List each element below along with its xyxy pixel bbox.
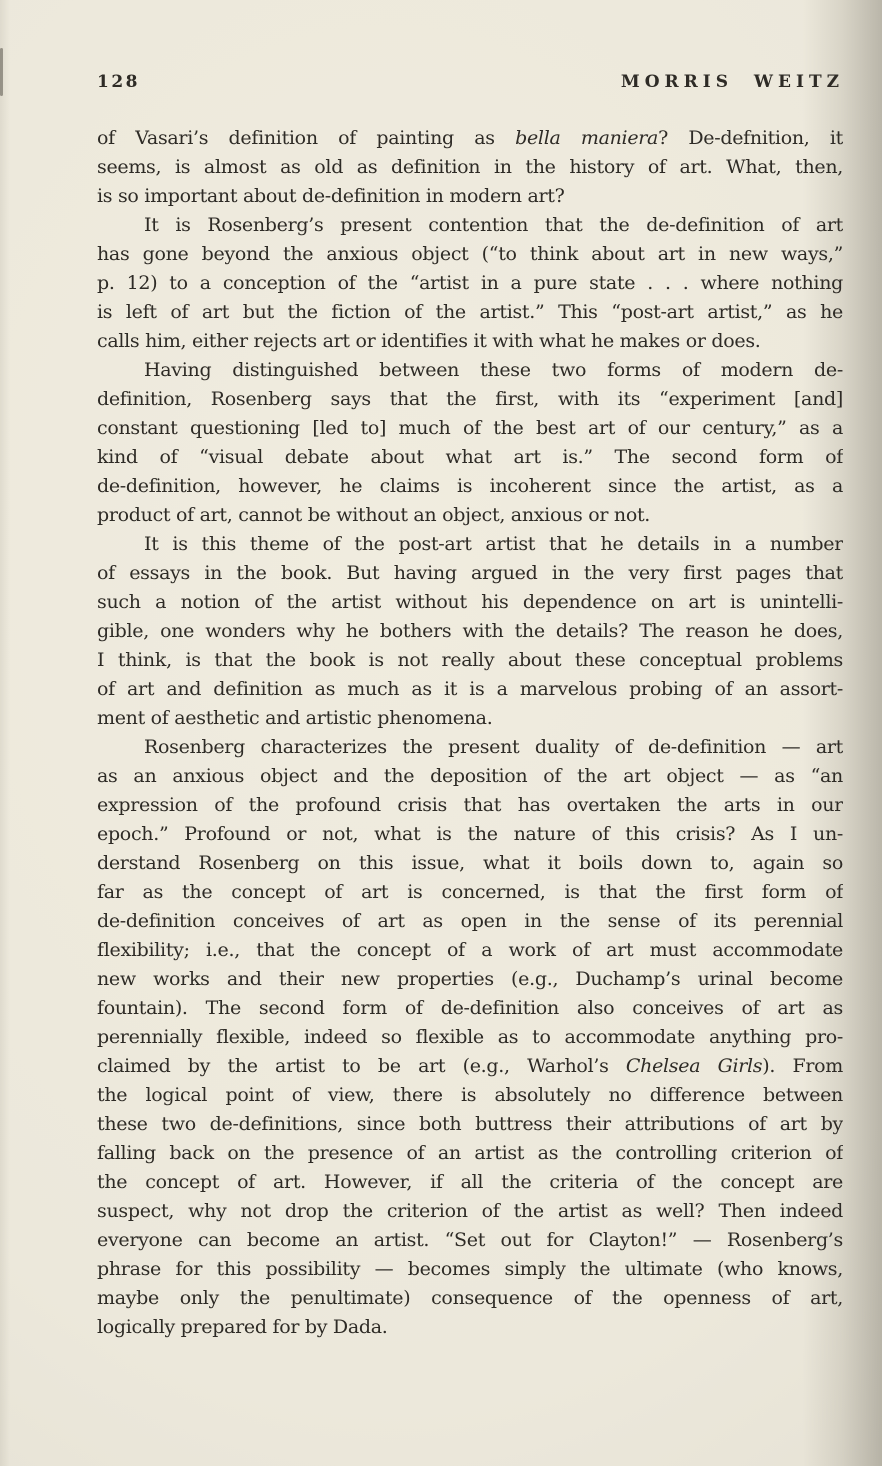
page-number: 128 (97, 72, 140, 92)
running-title: MORRIS WEITZ (620, 72, 844, 92)
text-line: epoch.” Profound or not, what is the nature of this crisis? As I un- (97, 823, 843, 845)
text-line: kind of “visual debate about what art is.” The second form of (97, 446, 843, 468)
text-line: derstand Rosenberg on this issue, what it boils down to, again so (97, 852, 843, 874)
paragraph (97, 530, 843, 733)
paragraph (97, 124, 843, 211)
text-line: I think, is that the book is not really about these conceptual problems (97, 649, 843, 671)
text-line: ment of aesthetic and artistic phenomena. (97, 707, 493, 729)
paragraph (97, 211, 843, 356)
text-line: de-definition, however, he claims is incoherent since the artist, as a (97, 475, 843, 497)
page-body (97, 124, 843, 1342)
text-line: fountain). The second form of de-definition also conceives of art as (97, 997, 843, 1019)
text-line: as an anxious object and the deposition of the art object — as “an (97, 765, 843, 787)
text-line: of Vasari’s definition of painting as bella maniera? De-defnition, it (97, 127, 843, 149)
scan-left-edge-artifact (0, 48, 3, 96)
text-line: seems, is almost as old as definition in the history of art. What, then, (97, 156, 843, 178)
text-line: Having distinguished between these two forms of modern de- (144, 359, 843, 381)
text-line: of essays in the book. But having argued in the very first pages that (97, 562, 843, 584)
text-line: claimed by the artist to be art (e.g., Warhol’s Chelsea Girls). From (97, 1055, 843, 1077)
text-line: expression of the profound crisis that has overtaken the arts in our (97, 794, 843, 816)
text-line: these two de-definitions, since both buttress their attributions of art by (97, 1113, 843, 1135)
text-line: new works and their new properties (e.g., Duchamp’s urinal become (97, 968, 843, 990)
text-line: It is this theme of the post-art artist that he details in a number (144, 533, 843, 555)
text-line: suspect, why not drop the criterion of the artist as well? Then indeed (97, 1200, 843, 1222)
text-line: the concept of art. However, if all the criteria of the concept are (97, 1171, 843, 1193)
text-line: p. 12) to a conception of the “artist in a pure state . . . where nothing (97, 272, 843, 294)
text-line: It is Rosenberg’s present contention that the de-definition of art (144, 214, 843, 236)
paragraph (97, 356, 843, 530)
text-line: maybe only the penultimate) consequence of the openness of art, (97, 1287, 843, 1309)
text-line: is left of art but the fiction of the artist.” This “post-art artist,” as he (97, 301, 843, 323)
text-line: logically prepared for by Dada. (97, 1316, 388, 1338)
text-line: falling back on the presence of an artist as the controlling criterion of (97, 1142, 843, 1164)
text-line: product of art, cannot be without an object, anxious or not. (97, 504, 651, 526)
text-line: calls him, either rejects art or identifies it with what he makes or does. (97, 330, 761, 352)
text-line: is so important about de-definition in modern art? (97, 185, 565, 207)
text-line: has gone beyond the anxious object (“to think about art in new ways,” (97, 243, 843, 265)
text-line: such a notion of the artist without his dependence on art is unintelli- (97, 591, 843, 613)
text-line: Rosenberg characterizes the present duality of de-definition — art (144, 736, 843, 758)
paragraph (97, 733, 843, 1342)
text-line: phrase for this possibility — becomes simply the ultimate (who knows, (97, 1258, 843, 1280)
text-line: constant questioning [led to] much of the best art of our century,” as a (97, 417, 843, 439)
text-line: de-definition conceives of art as open in the sense of its perennial (97, 910, 843, 932)
text-line: of art and definition as much as it is a marvelous probing of an assort- (97, 678, 843, 700)
text-line: gible, one wonders why he bothers with the details? The reason he does, (97, 620, 843, 642)
text-line: the logical point of view, there is absolutely no difference between (97, 1084, 843, 1106)
text-line: everyone can become an artist. “Set out for Clayton!” — Rosenberg’s (97, 1229, 843, 1251)
page-header (97, 72, 844, 92)
text-line: definition, Rosenberg says that the first, with its “experiment [and] (97, 388, 843, 410)
text-line: flexibility; i.e., that the concept of a work of art must accommodate (97, 939, 843, 961)
text-line: far as the concept of art is concerned, is that the first form of (97, 881, 843, 903)
text-line: perennially flexible, indeed so flexible as to accommodate anything pro- (97, 1026, 843, 1048)
